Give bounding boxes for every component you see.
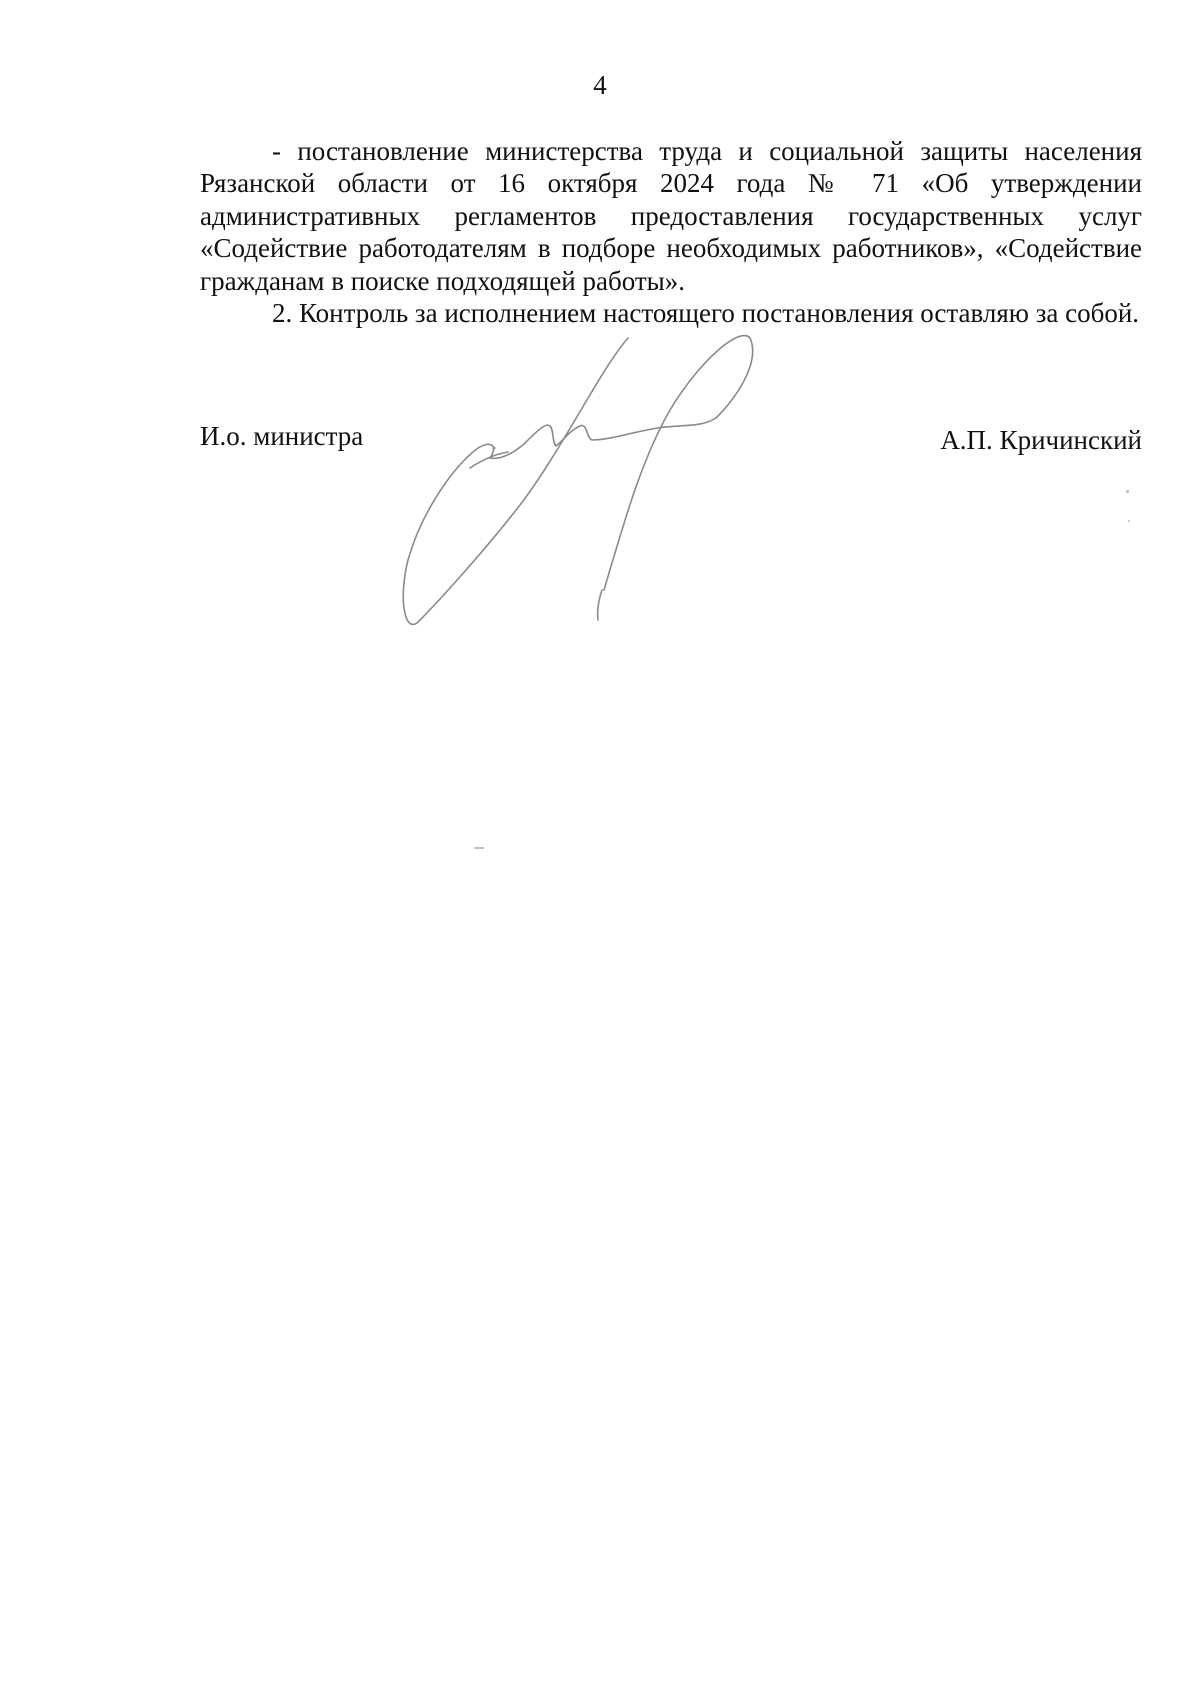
paragraph-regulation-item: - постановление министерства труда и социальной защиты населения Рязанской области от 16 октября 2024 года № 71 «Об утверждении административных регламентов предоставления государственных услуг «Содействие работодателям в подборе необходимых работников», «Содействие гражданам в поиске подходящей работы».	[200, 136, 1142, 296]
scan-speck	[1128, 520, 1130, 522]
signer-title: И.о. министра	[200, 421, 364, 451]
handwritten-signature	[400, 330, 840, 660]
paragraph-control-clause: 2. Контроль за исполнением настоящего постановления оставляю за собой.	[272, 298, 1140, 329]
page-number: 4	[593, 70, 607, 100]
signer-name: А.П. Кричинский	[940, 425, 1142, 455]
scan-speck	[474, 847, 484, 849]
scan-speck	[1126, 490, 1129, 493]
document-body	[200, 135, 1142, 329]
